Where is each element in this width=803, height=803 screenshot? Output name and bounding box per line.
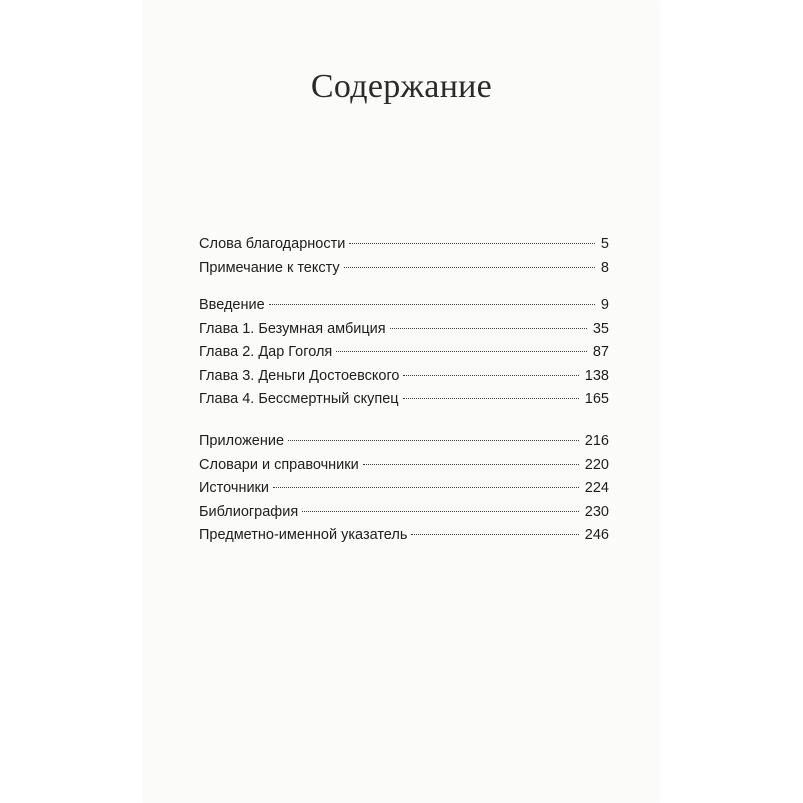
- toc-entry: [199, 233, 609, 257]
- toc-entry: [199, 365, 609, 389]
- toc-entry: [199, 257, 609, 281]
- toc-entry-title: Приложение: [199, 433, 285, 449]
- toc-entry: [199, 341, 609, 365]
- dot-leader: [349, 243, 595, 244]
- toc-entry-title: Примечание к тексту: [199, 259, 340, 276]
- toc-section-back-matter: [199, 430, 609, 548]
- toc-entry-title: Глава 2. Дар Гоголя: [199, 344, 333, 360]
- toc-entry-title: Источники: [199, 480, 270, 496]
- dot-leader: [403, 375, 578, 376]
- dot-leader: [302, 511, 579, 512]
- toc-entry-page: 165: [584, 391, 609, 407]
- toc-entry-page: 35: [592, 320, 609, 337]
- toc-entry: [199, 524, 609, 548]
- toc-entry-title: Слова благодарности: [199, 236, 346, 252]
- toc-entry-page: 246: [584, 527, 609, 543]
- toc-entry-page: 220: [584, 456, 609, 473]
- toc-entry-title: Глава 1. Безумная амбиция: [199, 320, 386, 337]
- toc-section-front-matter: [199, 233, 609, 280]
- dot-leader: [344, 267, 595, 268]
- toc-entry-page: 224: [584, 480, 609, 496]
- dot-leader: [288, 440, 579, 441]
- toc-entry: [199, 294, 609, 318]
- toc-entry: [199, 477, 609, 501]
- toc-entry: [199, 430, 609, 454]
- dot-leader: [269, 304, 595, 305]
- toc-entry-title: Введение: [199, 297, 265, 313]
- toc-entry: [199, 318, 609, 342]
- page-title: Содержание: [310, 68, 493, 105]
- dot-leader: [411, 534, 578, 535]
- toc-entry-page: 230: [584, 503, 609, 520]
- dot-leader: [403, 398, 579, 399]
- toc-entry: [199, 388, 609, 412]
- dot-leader: [273, 487, 579, 488]
- toc-entry-page: 8: [600, 259, 609, 276]
- toc-entry: [199, 454, 609, 478]
- toc-entry-page: 9: [600, 297, 609, 313]
- toc-entry-title: Глава 4. Бессмертный скупец: [199, 391, 399, 407]
- dot-leader: [390, 328, 587, 329]
- toc-entry-page: 216: [584, 433, 609, 449]
- toc-section-chapters: [199, 294, 609, 412]
- toc-entry-title: Предметно-именной указатель: [199, 527, 408, 543]
- toc-entry-page: 138: [584, 367, 609, 384]
- toc-entry: [199, 501, 609, 525]
- toc-entry-title: Глава 3. Деньги Достоевского: [199, 367, 400, 384]
- dot-leader: [363, 464, 579, 465]
- dot-leader: [336, 351, 587, 352]
- toc-entry-page: 5: [600, 236, 609, 252]
- toc-entry-title: Словари и справочники: [199, 456, 359, 473]
- toc-entry-page: 87: [592, 344, 609, 360]
- toc-entry-title: Библиография: [199, 503, 299, 520]
